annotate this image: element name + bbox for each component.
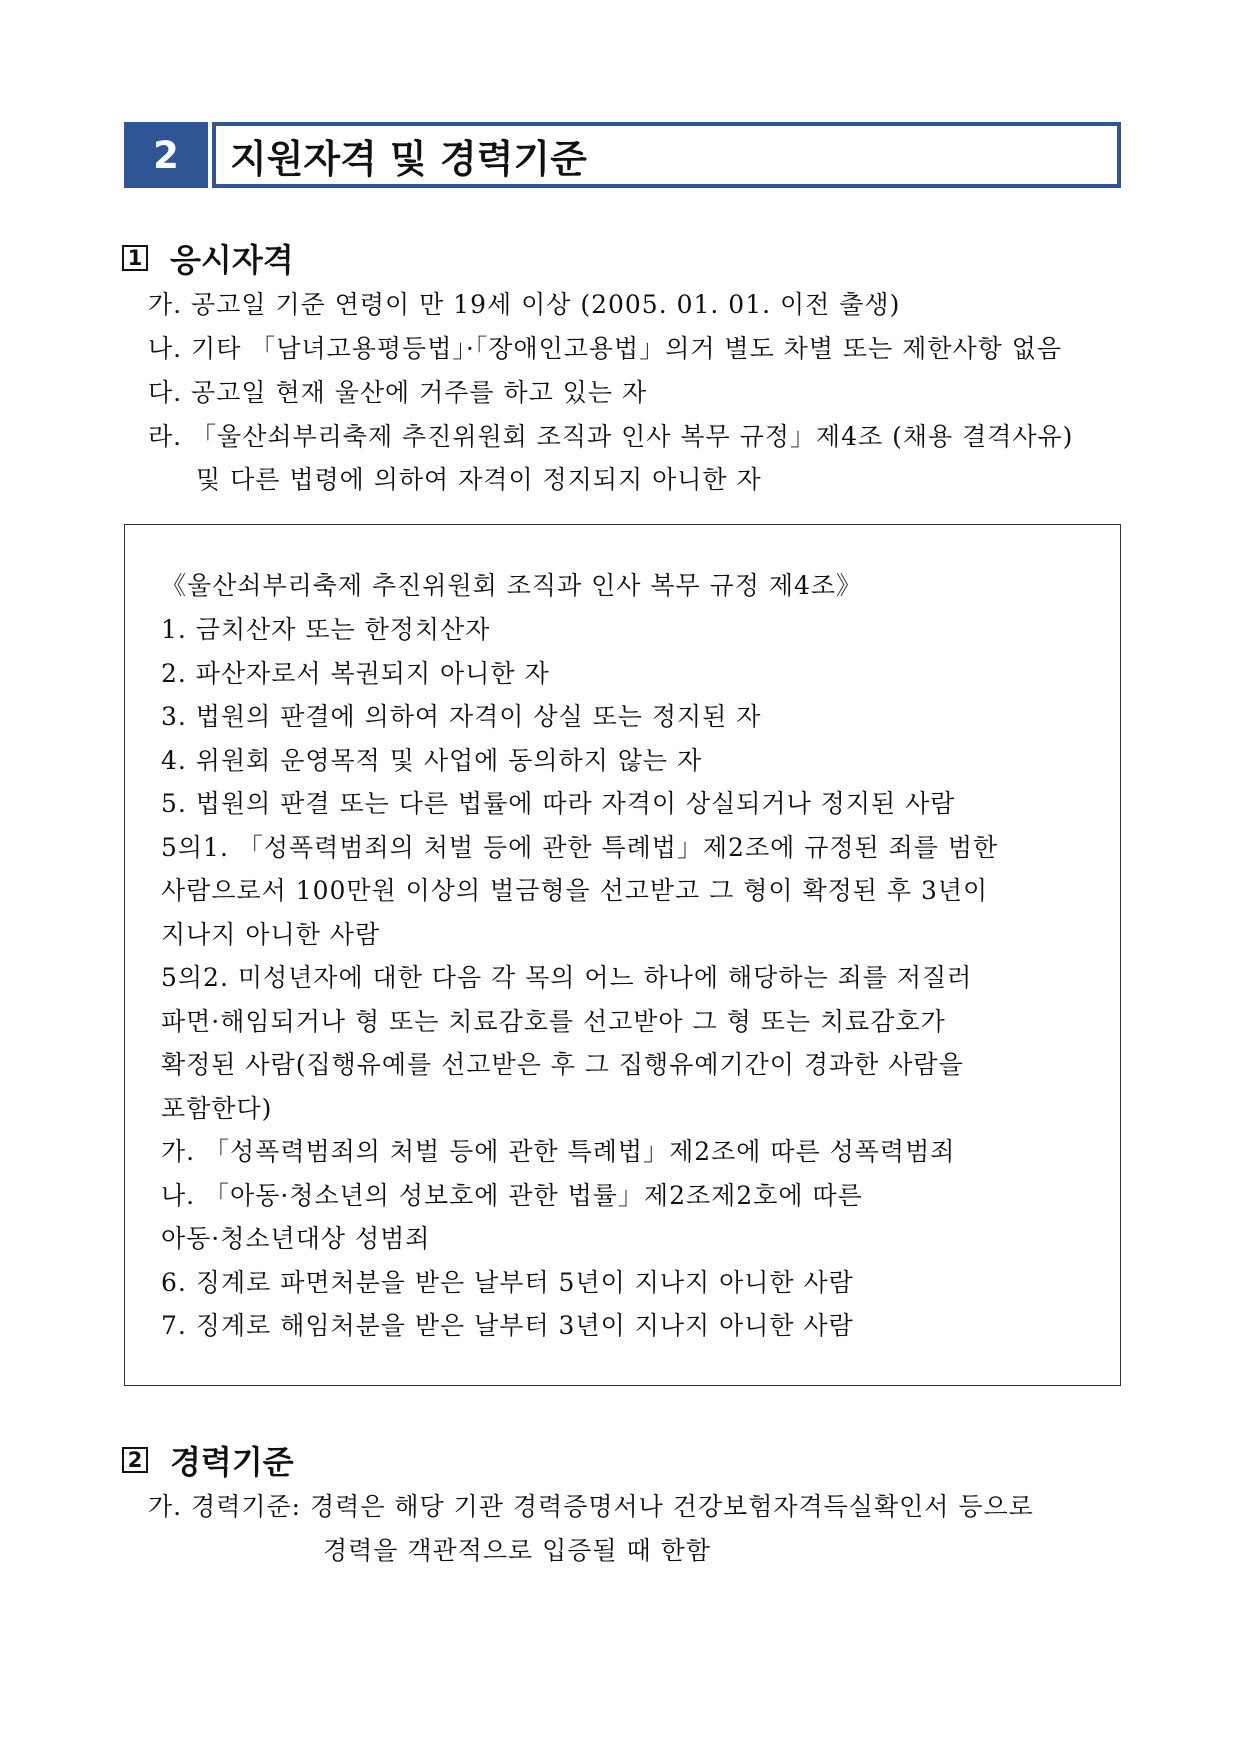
career-item: 가. 경력기준: 경력은 해당 기관 경력증명서나 건강보험자격득실확인서 등으로	[148, 1492, 1034, 1521]
section-number: 2	[124, 122, 208, 188]
eligibility-item: 다. 공고일 현재 울산에 거주를 하고 있는 자	[148, 378, 648, 407]
subheading-title: 응시자격	[170, 241, 294, 279]
regulation-line: 사람으로서 100만원 이상의 벌금형을 선고받고 그 형이 확정된 후 3년이	[161, 876, 989, 905]
regulation-line: 지나지 아니한 사람	[161, 920, 381, 949]
subheading-title: 경력기준	[170, 1443, 294, 1481]
regulation-line: 6. 징계로 파면처분을 받은 날부터 5년이 지나지 아니한 사람	[161, 1268, 854, 1297]
subheading-eligibility	[122, 235, 294, 281]
regulation-line: 2. 파산자로서 복권되지 아니한 자	[161, 659, 550, 688]
eligibility-item: 가. 공고일 기준 연령이 만 19세 이상 (2005. 01. 01. 이전 출생)	[148, 290, 901, 319]
regulation-line: 포함한다)	[161, 1094, 273, 1123]
regulation-line: 나. 「아동·청소년의 성보호에 관한 법률」제2조제2호에 따른	[161, 1181, 863, 1210]
regulation-line: 5의1. 「성폭력범죄의 처벌 등에 관한 특례법」제2조에 규정된 죄를 범한	[161, 833, 999, 862]
regulation-box	[124, 524, 1121, 1386]
regulation-line: 파면·해임되거나 형 또는 치료감호를 선고받아 그 형 또는 치료감호가	[161, 1007, 946, 1036]
subheading-number: 1	[122, 245, 148, 271]
regulation-line: 1. 금치산자 또는 한정치산자	[161, 615, 491, 644]
subheading-career	[122, 1437, 294, 1483]
eligibility-item: 라. 「울산쇠부리축제 추진위원회 조직과 인사 복무 규정」제4조 (채용 결격사유)	[148, 422, 1074, 451]
section-header	[124, 122, 1121, 188]
regulation-title: 《울산쇠부리축제 추진위원회 조직과 인사 복무 규정 제4조》	[161, 571, 863, 600]
career-item-continued: 경력을 객관적으로 입증될 때 한함	[323, 1536, 711, 1565]
regulation-line: 5. 법원의 판결 또는 다른 법률에 따라 자격이 상실되거나 정지된 사람	[161, 789, 956, 818]
regulation-line: 5의2. 미성년자에 대한 다음 각 목의 어느 하나에 해당하는 죄를 저질러	[161, 963, 973, 992]
regulation-line: 4. 위원회 운영목적 및 사업에 동의하지 않는 자	[161, 746, 703, 775]
regulation-line: 아동·청소년대상 성범죄	[161, 1224, 431, 1253]
subheading-number: 2	[122, 1447, 148, 1473]
eligibility-item: 나. 기타 「남녀고용평등법」·「장애인고용법」의거 별도 차별 또는 제한사항 없음	[148, 334, 1063, 363]
section-title: 지원자격 및 경력기준	[212, 122, 1121, 188]
regulation-line: 확정된 사람(집행유예를 선고받은 후 그 집행유예기간이 경과한 사람을	[161, 1050, 964, 1079]
regulation-line: 3. 법원의 판결에 의하여 자격이 상실 또는 정지된 자	[161, 702, 762, 731]
eligibility-item-continued: 및 다른 법령에 의하여 자격이 정지되지 아니한 자	[196, 465, 762, 494]
regulation-line: 가. 「성폭력범죄의 처벌 등에 관한 특례법」제2조에 따른 성폭력범죄	[161, 1137, 956, 1166]
regulation-line: 7. 징계로 해임처분을 받은 날부터 3년이 지나지 아니한 사람	[161, 1311, 854, 1340]
